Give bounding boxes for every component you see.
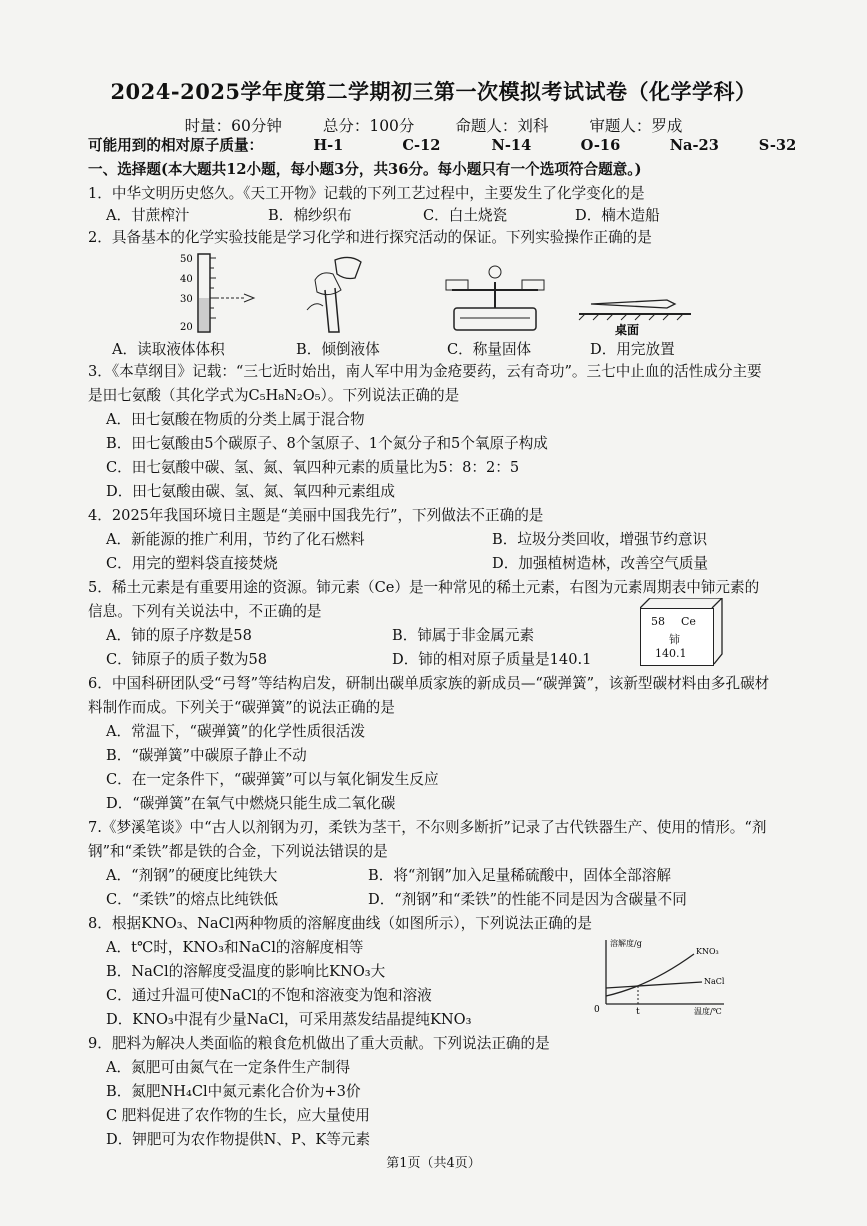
exam-reviewer: 审题人：罗成 <box>589 117 683 135</box>
hand-icon <box>315 273 341 295</box>
q4-option-a: A．新能源的推广利用，节约了化石燃料 <box>106 531 365 548</box>
q3-option-b: B．田七氨酸由5个碳原子、8个氢原子、1个氮分子和5个氧原子构成 <box>106 435 548 452</box>
page-title: 2024-2025学年度第二学期初三第一次模拟考试试卷（化学学科） <box>110 79 757 104</box>
q2-option-b: B．倾倒液体 <box>296 341 380 358</box>
q8-option-d: D．KNO₃中混有少量NaCl，可采用蒸发结晶提纯KNO₃ <box>106 1011 472 1028</box>
tick-label: 30 <box>180 294 193 305</box>
y-axis-label: 溶解度/g <box>610 939 642 948</box>
bottle <box>335 257 361 278</box>
origin-label: 0 <box>594 1005 600 1015</box>
atomic-mass-h: H-1 <box>313 137 344 154</box>
q7-option-b: B．将“剂钢”加入足量稀硫酸中，固体全部溶解 <box>368 867 671 884</box>
exam-score: 总分：100分 <box>322 117 415 135</box>
q5-option-d: D．铈的相对原子质量是140.1 <box>392 651 592 668</box>
q4-option-c: C．用完的塑料袋直接焚烧 <box>106 555 278 572</box>
dropper-on-table-figure <box>575 290 695 336</box>
section-heading: 一、选择题(本大题共12小题，每小题3分，共36分。每小题只有一个选项符合题意。) <box>88 161 642 178</box>
q8-option-c: C．通过升温可使NaCl的不饱和溶液变为饱和溶液 <box>106 987 432 1004</box>
q2-option-d: D．用完放置 <box>590 341 675 358</box>
q7-option-c: C．“柔铁”的熔点比纯铁低 <box>106 891 279 908</box>
q7-stem-line1: 7.《梦溪笔谈》中“古人以剂钢为刃，柔铁为茎干，不尔则多断折”记录了古代铁器生产、使用的情形。“剂 <box>88 819 767 836</box>
nacl-curve <box>606 982 702 988</box>
q5-option-c: C．铈原子的质子数为58 <box>106 651 268 668</box>
q7-option-a: A．“剂钢”的硬度比纯铁大 <box>106 867 278 884</box>
solubility-curve-figure <box>590 934 730 1016</box>
atomic-mass-row <box>88 136 796 156</box>
q2-option-a: A．读取液体体积 <box>112 341 225 358</box>
atomic-mass-c: C-12 <box>402 137 441 154</box>
q1-option-b: B．棉纱织布 <box>268 207 352 224</box>
q3-option-a: A．田七氨酸在物质的分类上属于混合物 <box>106 411 365 428</box>
q1-stem: 1．中华文明历史悠久。《天工开物》记载的下列工艺过程中，主要发生了化学变化的是 <box>88 185 645 202</box>
tick-label: 50 <box>180 254 193 265</box>
x-axis-label: 温度/℃ <box>694 1007 722 1016</box>
atomic-mass-na: Na-23 <box>669 137 719 154</box>
q1-option-d: D．楠木造船 <box>575 207 660 224</box>
q7-option-d: D．“剂钢”和“柔铁”的性能不同是因为含碳量不同 <box>368 891 687 908</box>
nacl-label: NaCl <box>704 977 725 986</box>
q6-option-d: D．“碳弹簧”在氧气中燃烧只能生成二氧化碳 <box>106 795 396 812</box>
q3-option-c: C．田七氨酸中碳、氢、氮、氧四种元素的质量比为5：8：2：5 <box>106 459 520 476</box>
dropper-icon <box>591 300 675 308</box>
balance-base <box>454 308 536 330</box>
q9-option-d: D．钾肥可为农作物提供N、P、K等元素 <box>106 1131 371 1148</box>
eye-icon <box>244 294 254 302</box>
element-symbol: Ce <box>681 615 696 628</box>
page-footer: 第1页（共4页） <box>386 1156 481 1171</box>
q1-option-a: A．甘蔗榨汁 <box>106 207 190 224</box>
q9-option-a: A．氮肥可由氮气在一定条件生产制得 <box>106 1059 351 1076</box>
q6-option-b: B．“碳弹簧”中碳原子静止不动 <box>106 747 307 764</box>
table-label: 桌面 <box>615 323 640 336</box>
q4-stem: 4．2025年我国环境日主题是“美丽中国我先行”，下列做法不正确的是 <box>88 507 544 524</box>
q5-option-b: B．铈属于非金属元素 <box>392 627 535 644</box>
q9-option-b: B．氮肥NH₄Cl中氮元素化合价为+3价 <box>106 1083 361 1100</box>
card-3d-edge <box>640 598 724 666</box>
atomic-mass-o: O-16 <box>580 137 621 154</box>
q5-stem-line2: 信息。下列有关说法中，不正确的是 <box>88 603 322 620</box>
atomic-mass-n: N-14 <box>491 137 532 154</box>
kno3-label: KNO₃ <box>696 947 719 956</box>
q8-option-b: B．NaCl的溶解度受温度的影响比KNO₃大 <box>106 963 386 980</box>
q7-stem-line2: 钢”和“柔铁”都是铁的合金，下列说法错误的是 <box>88 843 388 860</box>
q5-stem-line1: 5．稀土元素是有重要用途的资源。铈元素（Ce）是一种常见的稀土元素，右图为元素周期表中铈元素的 <box>88 579 760 596</box>
right-pan <box>522 280 544 290</box>
q4-option-d: D．加强植树造林，改善空气质量 <box>492 555 709 572</box>
element-name: 铈 <box>669 633 680 646</box>
q6-option-c: C．在一定条件下，“碳弹簧”可以与氧化铜发生反应 <box>106 771 439 788</box>
q6-stem-line1: 6．中国科研团队受“弓弩”等结构启发，研制出碳单质家族的新成员—“碳弹簧”，该新型碳材料由多孔碳材 <box>88 675 770 692</box>
balance-figure <box>440 258 550 336</box>
left-pan <box>446 280 468 290</box>
q8-option-a: A．t℃时，KNO₃和NaCl的溶解度相等 <box>106 939 364 956</box>
atomic-number: 58 <box>651 615 665 628</box>
exam-author: 命题人：刘科 <box>455 117 549 135</box>
liquid <box>199 298 209 331</box>
q1-option-c: C．白土烧瓷 <box>423 207 508 224</box>
atomic-mass: 140.1 <box>655 647 687 660</box>
q5-option-a: A．铈的原子序数是58 <box>106 627 252 644</box>
weight-icon <box>489 266 501 278</box>
q3-stem-line2: 是田七氨酸（其化学式为C₅H₈N₂O₅）。下列说法正确的是 <box>88 387 460 404</box>
kno3-curve <box>606 954 694 996</box>
pouring-liquid-figure <box>295 250 375 336</box>
exam-meta <box>0 114 867 136</box>
atomic-mass-label: 可能用到的相对原子质量： <box>88 137 264 154</box>
q6-option-a: A．常温下，“碳弹簧”的化学性质很活泼 <box>106 723 365 740</box>
t-label: t <box>636 1007 640 1016</box>
hand-icon <box>307 304 323 310</box>
q9-option-c: C 肥料促进了农作物的生长，应大量使用 <box>106 1107 370 1124</box>
atomic-mass-s: S-32 <box>758 137 797 154</box>
q8-stem: 8．根据KNO₃、NaCl两种物质的溶解度曲线（如图所示），下列说法正确的是 <box>88 915 592 932</box>
tick-label: 40 <box>180 274 193 285</box>
cylinder-reading-figure <box>170 250 260 336</box>
q2-option-c: C．称量固体 <box>447 341 532 358</box>
tick-label: 20 <box>180 322 193 333</box>
q2-stem: 2．具备基本的化学实验技能是学习化学和进行探究活动的保证。下列实验操作正确的是 <box>88 229 652 246</box>
q3-stem-line1: 3．《本草纲目》记载：“三七近时始出，南人军中用为金疮要药，云有奇功”。三七中止血的活性成分主要 <box>88 363 762 380</box>
q3-option-d: D．田七氨酸由碳、氢、氮、氧四种元素组成 <box>106 483 395 500</box>
q9-stem: 9．肥料为解决人类面临的粮食危机做出了重大贡献。下列说法正确的是 <box>88 1035 550 1052</box>
q4-option-b: B．垃圾分类回收，增强节约意识 <box>492 531 708 548</box>
q6-stem-line2: 料制作而成。下列关于“碳弹簧”的说法正确的是 <box>88 699 395 716</box>
exam-time: 时量：60分钟 <box>184 117 282 135</box>
